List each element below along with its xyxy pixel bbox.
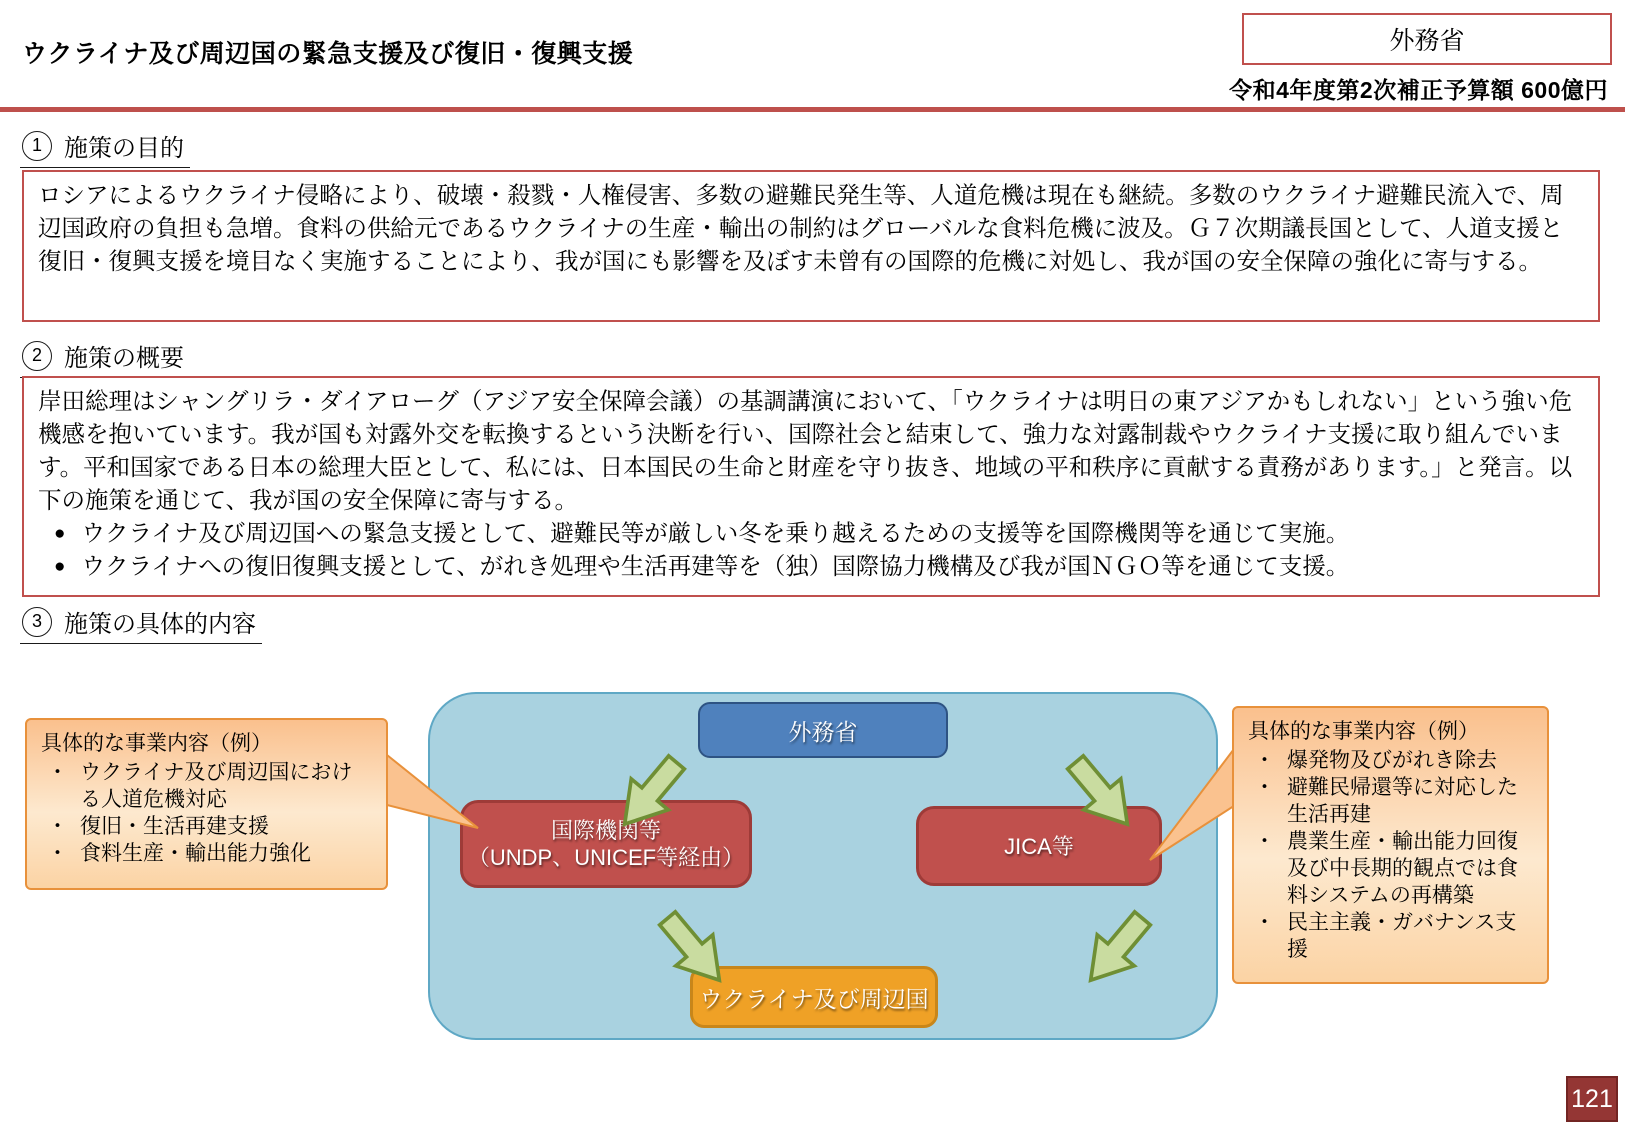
right-callout-item-text: 民主主義・ガバナンス支援 xyxy=(1287,911,1517,961)
section2-heading-label: 施策の概要 xyxy=(64,345,184,372)
diagram-node-intl-org-line2: （UNDP、UNICEF等経由） xyxy=(467,845,745,870)
left-callout-heading: 具体的な事業内容（例） xyxy=(41,732,272,755)
page-title: ウクライナ及び周辺国の緊急支援及び復旧・復興支援 xyxy=(22,40,634,68)
dot-bullet-icon: ・ xyxy=(1254,749,1275,772)
left-callout-tail-icon xyxy=(386,750,482,836)
page-number-badge xyxy=(1566,1076,1618,1122)
bullet-icon: ● xyxy=(54,556,66,577)
diagram-node-intl-org-line1: 国際機関等 xyxy=(550,818,661,843)
section2-bullet-2-text: ウクライナへの復旧復興支援として、がれき処理や生活再建等を（独）国際協力機構及び我が国ＮＧＯ等を通じて支援。 xyxy=(81,553,1350,579)
section3-heading xyxy=(20,604,262,644)
page-number: 121 xyxy=(1571,1084,1613,1113)
diagram-node-ukraine-label: ウクライナ及び周辺国 xyxy=(699,985,929,1012)
section2-bullet-1 xyxy=(38,517,1584,550)
right-callout-item xyxy=(1248,828,1533,909)
section3-number-icon: 3 xyxy=(22,607,52,637)
right-callout xyxy=(1232,706,1549,984)
dot-bullet-icon: ・ xyxy=(47,842,68,865)
right-callout-item-text: 避難民帰還等に対応した生活再建 xyxy=(1287,776,1518,826)
ministry-label: 外務省 xyxy=(1389,27,1465,55)
left-callout-item-text: ウクライナ及び周辺国における人道危機対応 xyxy=(80,761,353,811)
bullet-icon: ● xyxy=(54,523,66,544)
section1-body-text: ロシアによるウクライナ侵略により、破壊・殺戮・人権侵害、多数の避難民発生等、人道危機は現在も継続。多数のウクライナ避難民流入で、周辺国政府の負担も急増。食料の供給元であるウクライナの生産・輸出の制約はグローバルな食料危機に波及。Ｇ７次期議長国として、人道支援と復旧・復興支援を境目なく実施することにより、我が国にも影響を及ぼす未曾有の国際的危機に対処し、我が国の安全保障の強化に寄与する。 xyxy=(38,182,1564,274)
diagram-node-mofa-label: 外務省 xyxy=(788,718,858,745)
section2-bullet-1-text: ウクライナ及び周辺国への緊急支援として、避難民等が厳しい冬を乗り越えるための支援等を国際機関等を通じて実施。 xyxy=(81,520,1350,546)
section1-heading xyxy=(20,128,190,168)
section1-heading-label: 施策の目的 xyxy=(64,135,184,162)
right-callout-item-text: 爆発物及びがれき除去 xyxy=(1287,749,1497,772)
right-callout-heading: 具体的な事業内容（例） xyxy=(1248,720,1479,743)
dot-bullet-icon: ・ xyxy=(1254,776,1275,799)
section2-bullet-2 xyxy=(38,550,1584,583)
dot-bullet-icon: ・ xyxy=(47,815,68,838)
section2-heading xyxy=(20,338,190,378)
left-callout-item-text: 復旧・生活再建支援 xyxy=(80,815,269,838)
left-callout-item xyxy=(41,759,372,813)
diagram-node-mofa xyxy=(698,702,948,758)
left-callout xyxy=(25,718,388,890)
section2-body-text: 岸田総理はシャングリラ・ダイアローグ（アジア安全保障会議）の基調講演において、「ウクライナは明日の東アジアかもしれない」という強い危機感を抱いています。我が国も対露外交を転換するという決断を行い、国際社会と結束して、強力な対露制裁やウクライナ支援に取り組んでいます。平和国家である日本の総理大臣として、私には、日本国民の生命と財産を守り抜き、地域の平和秩序に貢献する責務があります。」と発言。以下の施策を通じて、我が国の安全保障に寄与する。 xyxy=(38,388,1573,513)
section1-number-icon: 1 xyxy=(22,131,52,161)
budget-amount: 令和4年度第2次補正予算額 600億円 xyxy=(1229,77,1608,103)
dot-bullet-icon: ・ xyxy=(1254,911,1275,934)
section1-body-box xyxy=(22,170,1600,322)
right-callout-item xyxy=(1248,747,1533,774)
right-callout-tail-icon xyxy=(1142,742,1238,864)
section3-heading-label: 施策の具体的内容 xyxy=(64,611,256,638)
section2-number-icon: 2 xyxy=(22,341,52,371)
ministry-label-box xyxy=(1242,13,1612,65)
right-callout-item xyxy=(1248,909,1533,963)
header-divider xyxy=(0,107,1625,112)
diagram-node-jica-label: JICA等 xyxy=(1004,833,1074,859)
left-callout-item-text: 食料生産・輸出能力強化 xyxy=(80,842,311,865)
left-callout-item xyxy=(41,813,372,840)
section2-body-box xyxy=(22,376,1600,597)
right-callout-item xyxy=(1248,774,1533,828)
dot-bullet-icon: ・ xyxy=(47,761,68,784)
dot-bullet-icon: ・ xyxy=(1254,830,1275,853)
right-callout-item-text: 農業生産・輸出能力回復及び中長期的観点では食料システムの再構築 xyxy=(1287,830,1518,907)
left-callout-item xyxy=(41,840,372,867)
